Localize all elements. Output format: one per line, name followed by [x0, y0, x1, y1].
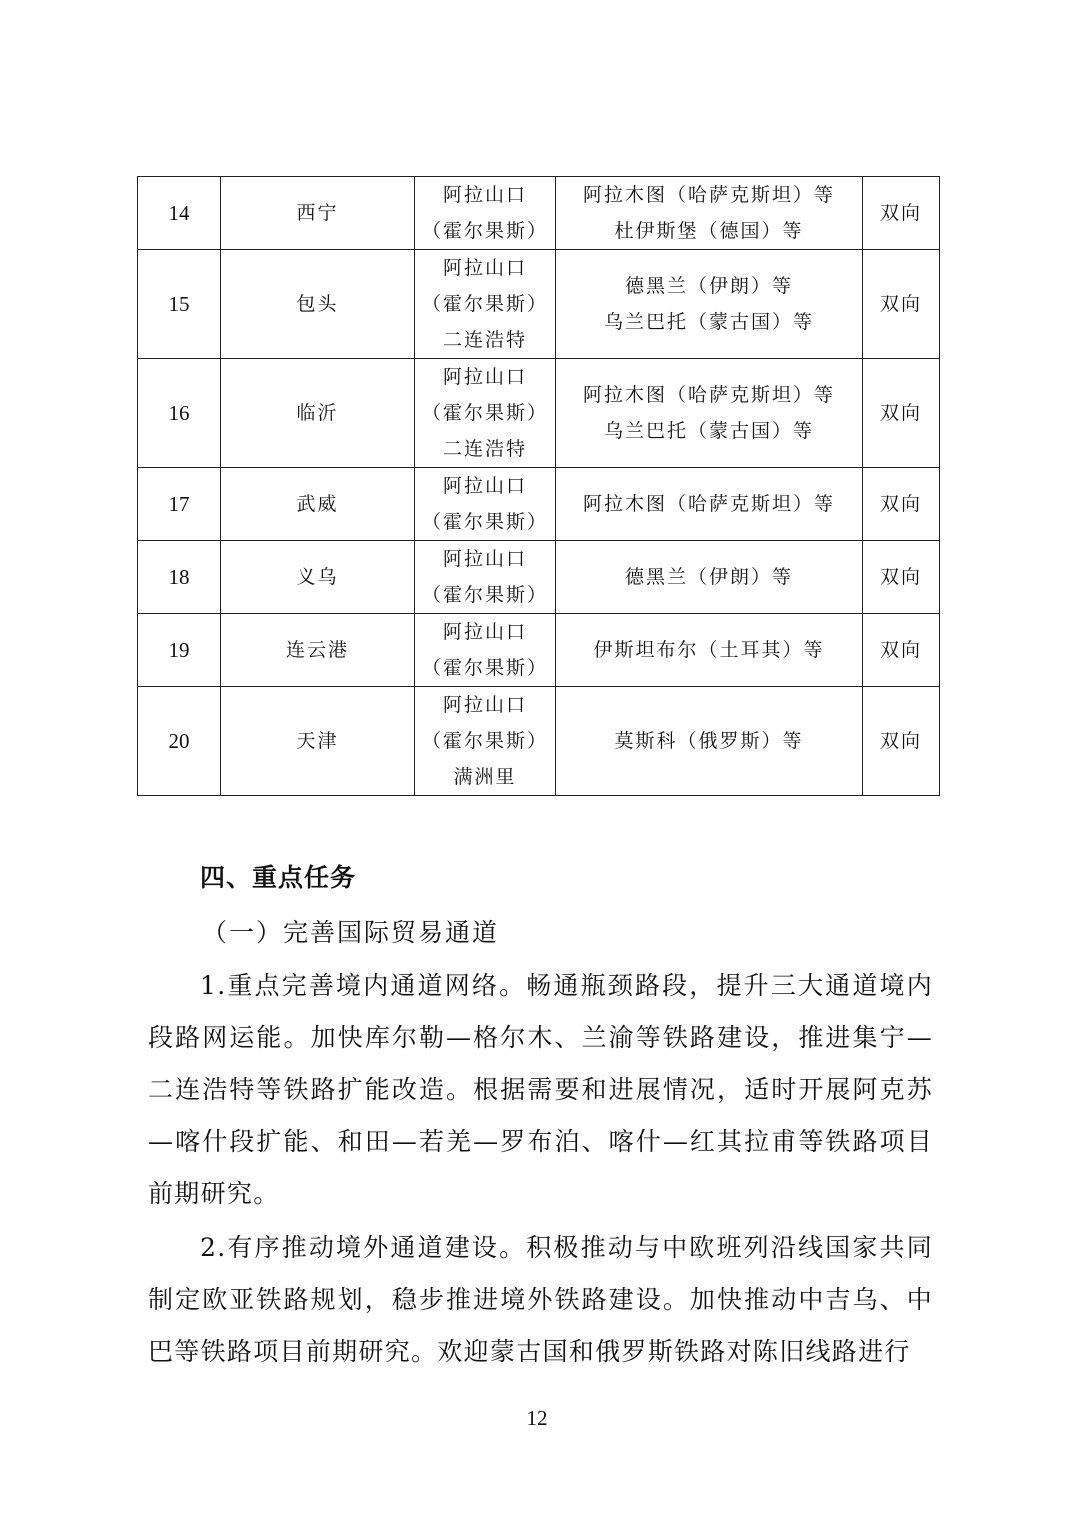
direction: 双向	[863, 468, 940, 541]
border-ports	[415, 359, 556, 468]
destination-line: 伊斯坦布尔（土耳其）等	[593, 639, 825, 661]
table-row	[138, 250, 940, 359]
destination-line: 阿拉木图（哈萨克斯坦）等	[582, 384, 835, 406]
row-number: 15	[138, 250, 221, 359]
destination-line: 莫斯科（俄罗斯）等	[614, 730, 804, 752]
table-row	[138, 541, 940, 614]
table-row	[138, 614, 940, 687]
direction: 双向	[863, 687, 940, 796]
port-line: 阿拉山口	[442, 184, 527, 206]
direction: 双向	[863, 177, 940, 250]
destinations	[556, 614, 863, 687]
destinations	[556, 177, 863, 250]
origin-city: 连云港	[221, 614, 415, 687]
border-ports	[415, 468, 556, 541]
port-line: 二连浩特	[442, 438, 527, 460]
direction: 双向	[863, 250, 940, 359]
port-line: （霍尔果斯）	[421, 657, 548, 679]
border-ports	[415, 250, 556, 359]
row-number: 17	[138, 468, 221, 541]
destination-line: 阿拉木图（哈萨克斯坦）等	[582, 493, 835, 515]
port-line: 阿拉山口	[442, 475, 527, 497]
destination-line: 德黑兰（伊朗）等	[624, 566, 793, 588]
border-ports	[415, 541, 556, 614]
destinations	[556, 541, 863, 614]
destination-line: 杜伊斯堡（德国）等	[614, 220, 804, 242]
port-line: 二连浩特	[442, 329, 527, 351]
port-line: （霍尔果斯）	[421, 584, 548, 606]
destinations	[556, 250, 863, 359]
origin-city: 西宁	[221, 177, 415, 250]
destinations	[556, 359, 863, 468]
destination-line: 德黑兰（伊朗）等	[624, 275, 793, 297]
origin-city: 义乌	[221, 541, 415, 614]
port-line: 阿拉山口	[442, 257, 527, 279]
border-ports	[415, 177, 556, 250]
row-number: 16	[138, 359, 221, 468]
row-number: 19	[138, 614, 221, 687]
port-line: （霍尔果斯）	[421, 511, 548, 533]
port-line: （霍尔果斯）	[421, 293, 548, 315]
origin-city: 天津	[221, 687, 415, 796]
row-number: 20	[138, 687, 221, 796]
direction: 双向	[863, 541, 940, 614]
origin-city: 包头	[221, 250, 415, 359]
port-line: （霍尔果斯）	[421, 402, 548, 424]
port-line: （霍尔果斯）	[421, 730, 548, 752]
port-line: 阿拉山口	[442, 621, 527, 643]
table-row	[138, 359, 940, 468]
port-line: 阿拉山口	[442, 694, 527, 716]
route-table-body	[138, 177, 940, 796]
destination-line: 乌兰巴托（蒙古国）等	[603, 420, 814, 442]
table-row	[138, 468, 940, 541]
row-number: 18	[138, 541, 221, 614]
section-heading: 四、重点任务	[200, 863, 357, 892]
destinations	[556, 468, 863, 541]
page-number: 12	[526, 1406, 548, 1430]
route-table	[137, 176, 940, 796]
section-subheading: （一）完善国际贸易通道	[202, 918, 500, 947]
border-ports	[415, 614, 556, 687]
destination-line: 阿拉木图（哈萨克斯坦）等	[582, 184, 835, 206]
port-line: 满洲里	[453, 766, 517, 788]
port-line: 阿拉山口	[442, 366, 527, 388]
border-ports	[415, 687, 556, 796]
row-number: 14	[138, 177, 221, 250]
direction: 双向	[863, 614, 940, 687]
port-line: 阿拉山口	[442, 548, 527, 570]
body-paragraph: 1.重点完善境内通道网络。畅通瓶颈路段，提升三大通道境内段路网运能。加快库尔勒—格尔木、兰渝等铁路建设，推进集宁—二连浩特等铁路扩能改造。根据需要和进展情况，适时开展阿克苏—喀什段扩能、和田—若羌—罗布泊、喀什—红其拉甫等铁路项目前期研究。	[148, 971, 933, 1208]
body-paragraph: 2.有序推动境外通道建设。积极推动与中欧班列沿线国家共同制定欧亚铁路规划，稳步推进境外铁路建设。加快推动中吉乌、中巴等铁路项目前期研究。欢迎蒙古国和俄罗斯铁路对陈旧线路进行	[148, 1233, 933, 1366]
table-row	[138, 687, 940, 796]
origin-city: 临沂	[221, 359, 415, 468]
destination-line: 乌兰巴托（蒙古国）等	[603, 311, 814, 333]
port-line: （霍尔果斯）	[421, 220, 548, 242]
table-row	[138, 177, 940, 250]
direction: 双向	[863, 359, 940, 468]
origin-city: 武威	[221, 468, 415, 541]
destinations	[556, 687, 863, 796]
